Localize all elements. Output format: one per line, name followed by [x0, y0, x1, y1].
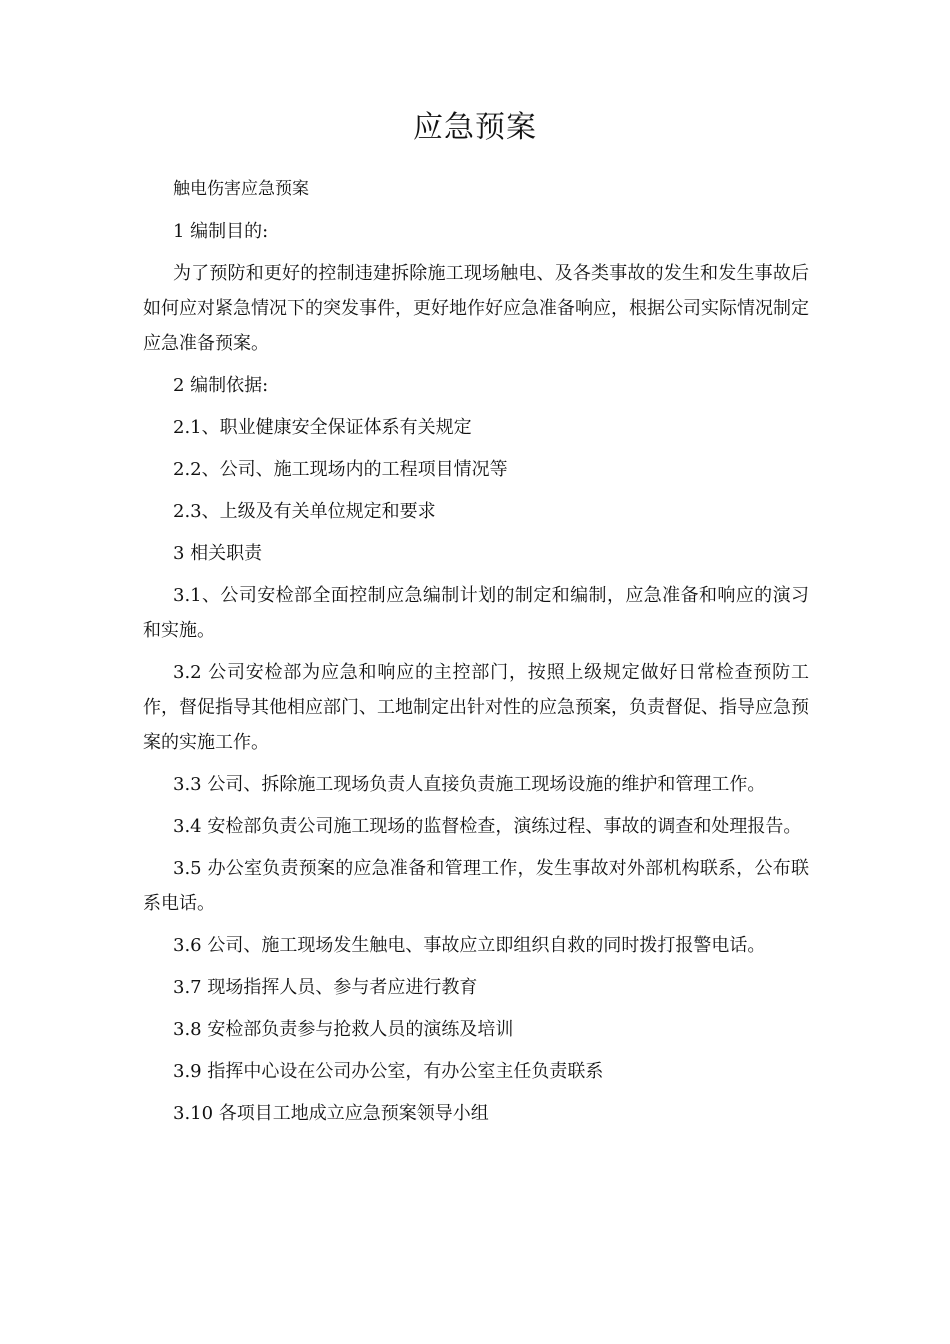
- paragraph-resp-3-3: 3.3 公司、拆除施工现场负责人直接负责施工现场设施的维护和管理工作。: [173, 774, 766, 795]
- paragraph-resp-3-6: 3.6 公司、施工现场发生触电、事故应立即组织自救的同时拨打报警电话。: [173, 935, 766, 956]
- paragraph-resp-3-9: 3.9 指挥中心设在公司办公室，有办公室主任负责联系: [173, 1061, 604, 1082]
- paragraph-resp-3-10: 3.10 各项目工地成立应急预案领导小组: [173, 1103, 489, 1124]
- paragraph-basis-2-3: 2.3、上级及有关单位规定和要求: [173, 501, 436, 522]
- document-body: [143, 172, 809, 1138]
- paragraph-resp-3-2: 3.2 公司安检部为应急和响应的主控部门，按照上级规定做好日常检查预防工作，督促指导其他相应部门、工地制定出针对性的应急预案，负责督促、指导应急预案的实施工作。: [143, 662, 809, 753]
- heading-purpose: 1 编制目的:: [173, 221, 269, 242]
- paragraph-resp-3-1: 3.1、公司安检部全面控制应急编制计划的制定和编制，应急准备和响应的演习和实施。: [143, 585, 809, 641]
- paragraph-resp-3-5: 3.5 办公室负责预案的应急准备和管理工作，发生事故对外部机构联系，公布联系电话。: [143, 858, 809, 914]
- page-title: 应急预案: [413, 110, 537, 145]
- heading-responsibilities: 3 相关职责: [173, 543, 263, 564]
- paragraph-purpose: 为了预防和更好的控制违建拆除施工现场触电、及各类事故的发生和发生事故后如何应对紧急情况下的突发事件，更好地作好应急准备响应，根据公司实际情况制定应急准备预案。: [143, 263, 809, 354]
- paragraph-resp-3-8: 3.8 安检部负责参与抢救人员的演练及培训: [173, 1019, 514, 1040]
- paragraph-basis-2-1: 2.1、职业健康安全保证体系有关规定: [173, 417, 472, 438]
- paragraph-basis-2-2: 2.2、公司、施工现场内的工程项目情况等: [173, 459, 508, 480]
- heading-basis: 2 编制依据:: [173, 375, 269, 396]
- paragraph-resp-3-4: 3.4 安检部负责公司施工现场的监督检查，演练过程、事故的调查和处理报告。: [173, 816, 802, 837]
- paragraph-resp-3-7: 3.7 现场指挥人员、参与者应进行教育: [173, 977, 478, 998]
- section-subtitle: 触电伤害应急预案: [173, 179, 309, 199]
